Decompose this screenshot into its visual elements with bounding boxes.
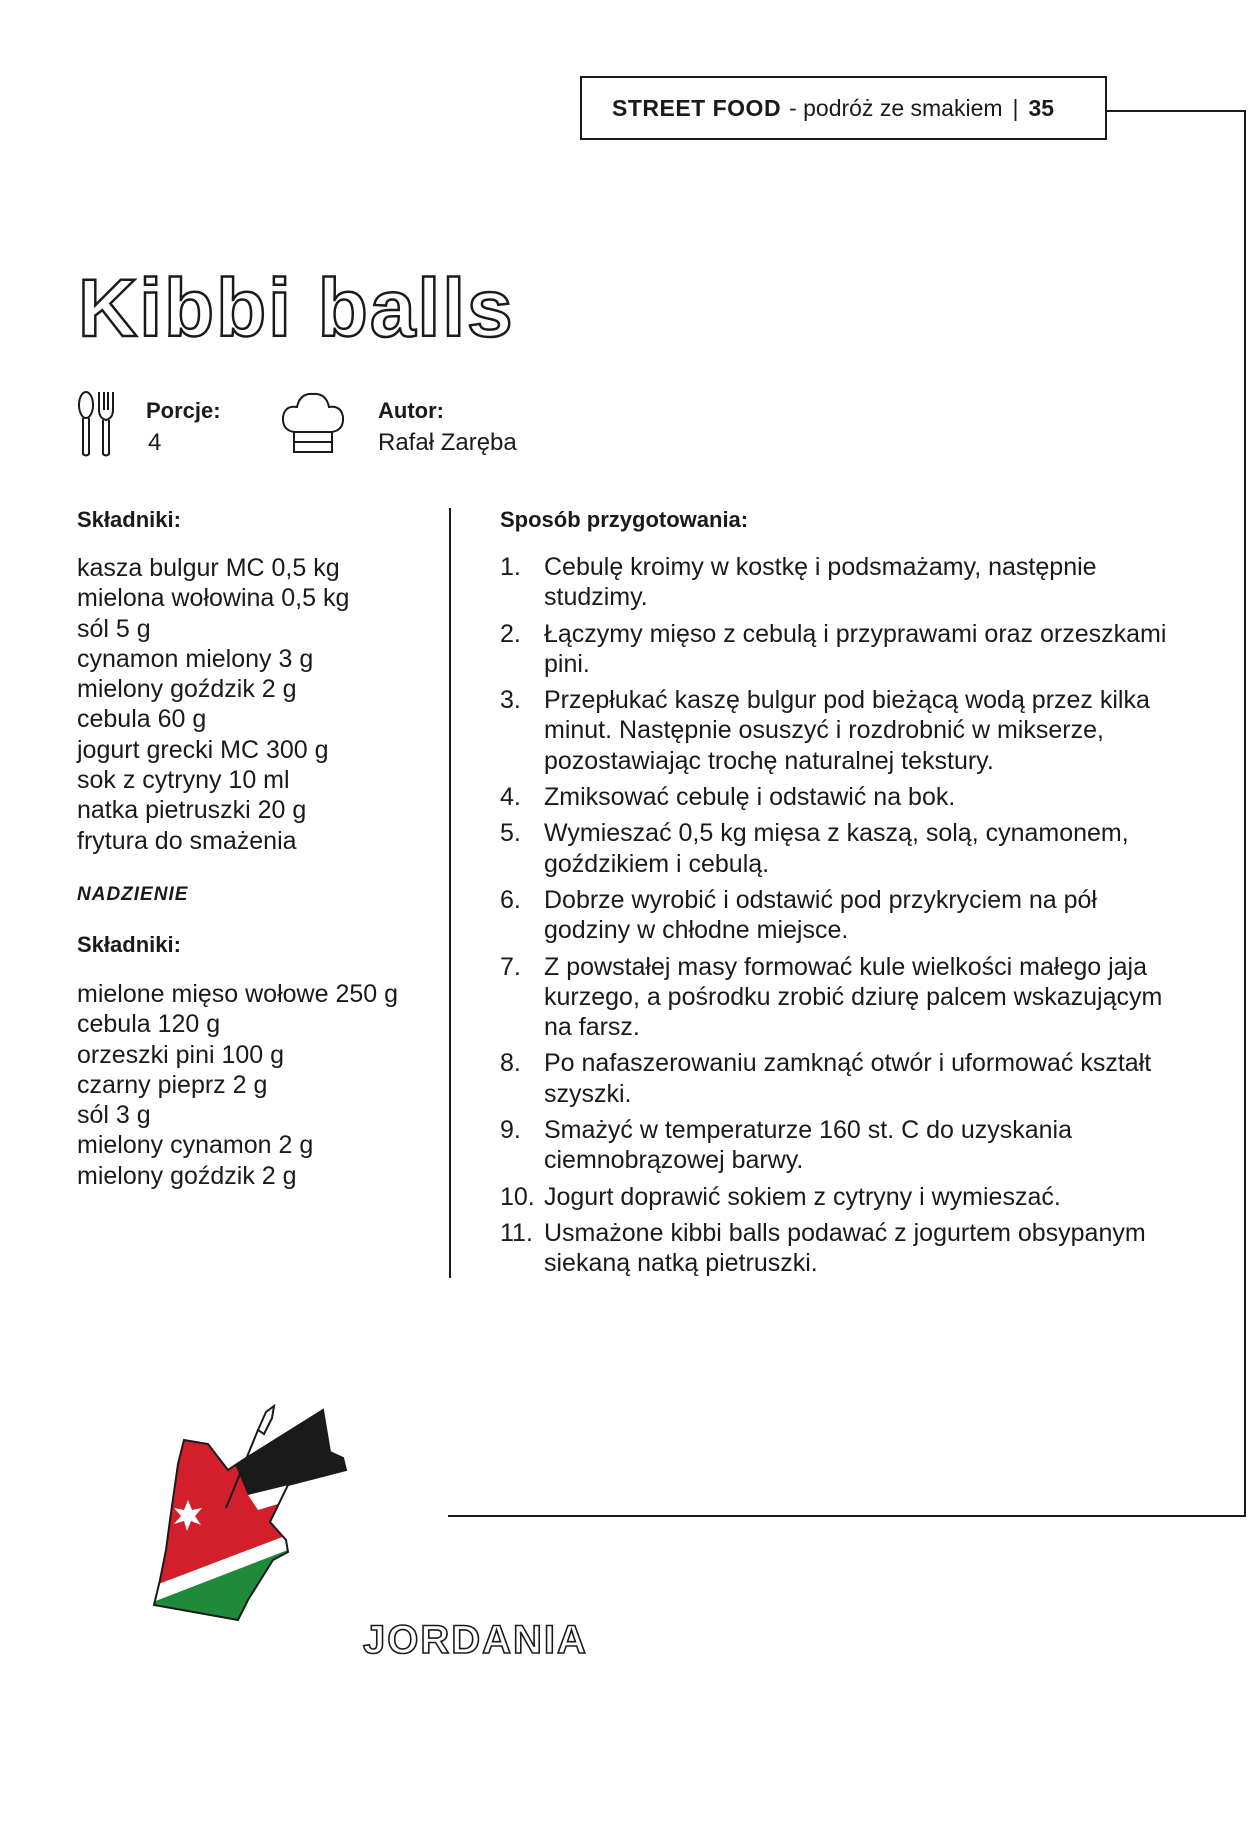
step-text: Cebulę kroimy w kostkę i podsmażamy, następnie studzimy. [544, 553, 1097, 612]
list-item [500, 552, 1190, 613]
servings-label: Porcje: [146, 398, 221, 423]
chef-hat-icon [280, 390, 346, 458]
method-heading: Sposób przygotowania: [500, 507, 749, 532]
frame-line-right [1244, 110, 1246, 1517]
list-item: cebula 120 g [77, 1010, 221, 1039]
list-item: mielona wołowina 0,5 kg [77, 584, 350, 613]
step-text: Zmiksować cebulę i odstawić na bok. [544, 783, 956, 812]
jordan-map-icon [148, 1400, 358, 1630]
step-number: 2. [500, 619, 521, 648]
frame-line-top [1107, 110, 1245, 112]
header-subtitle: - podróż ze smakiem [789, 94, 1003, 121]
list-item [500, 1182, 1190, 1212]
page-number: 35 [1028, 94, 1055, 121]
step-text: Smażyć w temperaturze 160 st. C do uzyskania ciemnobrązowej barwy. [544, 1116, 1073, 1175]
filling-ingredients-heading: Składniki: [77, 932, 181, 957]
step-number: 5. [500, 819, 521, 848]
filling-label: NADZIENIE [77, 884, 189, 905]
list-item: mielony goździk 2 g [77, 1161, 297, 1190]
list-item: jogurt grecki MC 300 g [77, 735, 329, 764]
step-number: 7. [500, 952, 521, 981]
list-item [500, 885, 1190, 946]
step-text: Usmażone kibbi balls podawać z jogurtem obsypanym siekaną natką pietruszki. [544, 1218, 1146, 1278]
step-number: 8. [500, 1049, 521, 1078]
list-item [500, 1218, 1190, 1279]
list-item: sól 5 g [77, 614, 151, 643]
step-text: Wymieszać 0,5 kg mięsa z kaszą, solą, cynamonem, goździkiem i cebulą. [544, 819, 1129, 878]
list-item: sok z cytryny 10 ml [77, 766, 290, 795]
step-number: 6. [500, 885, 521, 914]
list-item: mielone mięso wołowe 250 g [77, 980, 399, 1008]
list-item: mielony goździk 2 g [77, 675, 297, 704]
list-item [500, 619, 1190, 680]
step-text: Dobrze wyrobić i odstawić pod przykryciem na pół godziny w chłodne miejsce. [544, 885, 1097, 945]
step-text: Jogurt doprawić sokiem z cytryny i wymieszać. [544, 1182, 1061, 1211]
list-item [500, 818, 1190, 879]
list-item: kasza bulgur MC 0,5 kg [77, 554, 340, 582]
list-item: natka pietruszki 20 g [77, 796, 307, 825]
step-number: 11. [500, 1218, 533, 1247]
list-item: cebula 60 g [77, 705, 207, 734]
author-value: Rafał Zaręba [378, 429, 517, 456]
ingredients-list [77, 553, 349, 856]
method-steps [500, 552, 1190, 1285]
list-item [500, 782, 1190, 812]
author-label: Autor: [378, 398, 444, 423]
frame-line-bottom [448, 1515, 1246, 1517]
header-brand: STREET FOOD [612, 94, 782, 121]
step-text: Po nafaszerowaniu zamknąć otwór i uformować kształt szyszki. [544, 1049, 1152, 1108]
servings-value: 4 [148, 429, 162, 456]
spoon-fork-icon [76, 390, 116, 458]
filling-ingredients-list [77, 979, 398, 1191]
step-text: Przepłukać kaszę bulgur pod bieżącą wodą przez kilka minut. Następnie osuszyć i rozdrobnić w mikserze, pozostawiając trochę naturalnej tekstury. [544, 686, 1150, 775]
list-item [500, 685, 1190, 776]
step-text: Z powstałej masy formować kule wielkości małego jaja kurzego, a pośrodku zrobić dziurę palcem wskazującym na farsz. [544, 952, 1163, 1042]
step-number: 10. [500, 1182, 535, 1211]
list-item [500, 1115, 1190, 1176]
step-number: 9. [500, 1116, 521, 1145]
list-item: cynamon mielony 3 g [77, 644, 314, 673]
header-separator: | [1012, 94, 1019, 121]
page-header [580, 76, 1107, 140]
list-item [500, 1048, 1190, 1109]
step-number: 3. [500, 686, 521, 715]
list-item: orzeszki pini 100 g [77, 1040, 285, 1069]
list-item: sól 3 g [77, 1101, 151, 1130]
recipe-title: Kibbi balls [78, 263, 515, 354]
list-item: frytura do smażenia [77, 826, 297, 855]
list-item [500, 952, 1190, 1043]
list-item: czarny pieprz 2 g [77, 1070, 268, 1099]
country-name: JORDANIA [363, 1618, 588, 1662]
list-item: mielony cynamon 2 g [77, 1131, 314, 1160]
column-divider [449, 508, 451, 1278]
ingredients-heading: Składniki: [77, 507, 181, 532]
step-number: 4. [500, 783, 521, 812]
step-number: 1. [500, 553, 521, 581]
step-text: Łączymy mięso z cebulą i przyprawami oraz orzeszkami pini. [544, 619, 1167, 678]
